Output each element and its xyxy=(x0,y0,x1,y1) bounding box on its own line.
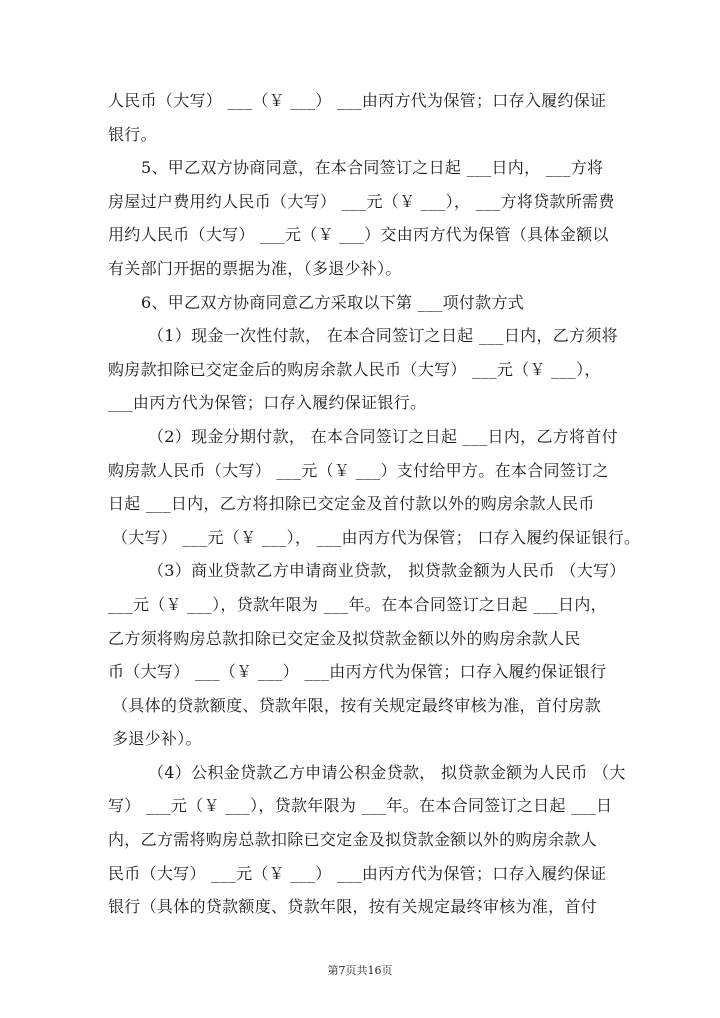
text-line: （1）现金一次性付款， 在本合同签订之日起 ___日内，乙方须将 xyxy=(148,326,618,346)
text-line: 币（大写） ___（￥ ___） ___由丙方代为保管；口存入履约保证银行 xyxy=(108,662,607,682)
text-line: （2）现金分期付款， 在本合同签订之日起 ___日内，乙方将首付 xyxy=(148,426,618,446)
text-line: （具体的贷款额度、贷款年限，按有关规定最终审核为准，首付房款 xyxy=(112,695,602,715)
text-line: 房屋过户费用约人民币（大写） ___元（￥ ___）， ___方将贷款所需费 xyxy=(108,191,615,211)
text-line: 银行。 xyxy=(108,124,157,144)
text-line: 民币（大写） ___元（￥ ___） ___由丙方代为保管；口存入履约保证 xyxy=(108,863,607,883)
text-line: （3）商业贷款乙方申请商业贷款， 拟贷款金额为人民币 （大写） xyxy=(148,561,626,581)
text-line: ___元（￥ ___），贷款年限为 ___年。在本合同签订之日起 ___日内， xyxy=(108,594,607,614)
text-line: 写） ___元（￥ ___），贷款年限为 ___年。在本合同签订之日起 ___日 xyxy=(108,796,613,816)
text-line: 购房款扣除已交定金后的购房余款人民币（大写） ___元（￥ ___）， xyxy=(108,359,601,379)
text-line: 购房款人民币（大写） ___元（￥ ___）支付给甲方。在本合同签订之 xyxy=(108,460,609,480)
body-text xyxy=(108,84,641,924)
text-line: 内，乙方需将购房总款扣除已交定金及拟贷款金额以外的购房余款人 xyxy=(108,830,598,850)
text-line: （4）公积金贷款乙方申请公积金贷款， 拟贷款金额为人民币 （大 xyxy=(148,762,626,782)
text-line: 乙方须将购房总款扣除已交定金及拟贷款金额以外的购房余款人民 xyxy=(108,628,581,648)
text-line: ___由丙方代为保管；口存入履约保证银行。 xyxy=(108,393,427,413)
text-line: 6、甲乙双方协商同意乙方采取以下第 ___项付款方式 xyxy=(141,292,525,312)
text-line: 日起 ___日内，乙方将扣除已交定金及首付款以外的购房余款人民币 xyxy=(108,494,595,514)
text-line: （大写） ___元（￥ ___）， ___由丙方代为保管； 口存入履约保证银行。 xyxy=(112,527,641,547)
text-line: 5、甲乙双方协商同意，在本合同签订之日起 ___日内， ___方将 xyxy=(141,158,604,178)
text-line: 多退少补）。 xyxy=(112,729,202,749)
text-line: 银行（具体的贷款额度、贷款年限，按有关规定最终审核为准，首付 xyxy=(108,897,598,917)
text-line: 人民币（大写） ___（￥ ___） ___由丙方代为保管；口存入履约保证 xyxy=(108,91,607,110)
text-line: 有关部门开据的票据为准，（多退少补）。 xyxy=(108,258,402,278)
page-footer: 第7页共16页 xyxy=(327,964,393,977)
text-line: 用约人民币（大写） ___元（￥ ___）交由丙方代为保管（具体金额以 xyxy=(108,225,609,245)
